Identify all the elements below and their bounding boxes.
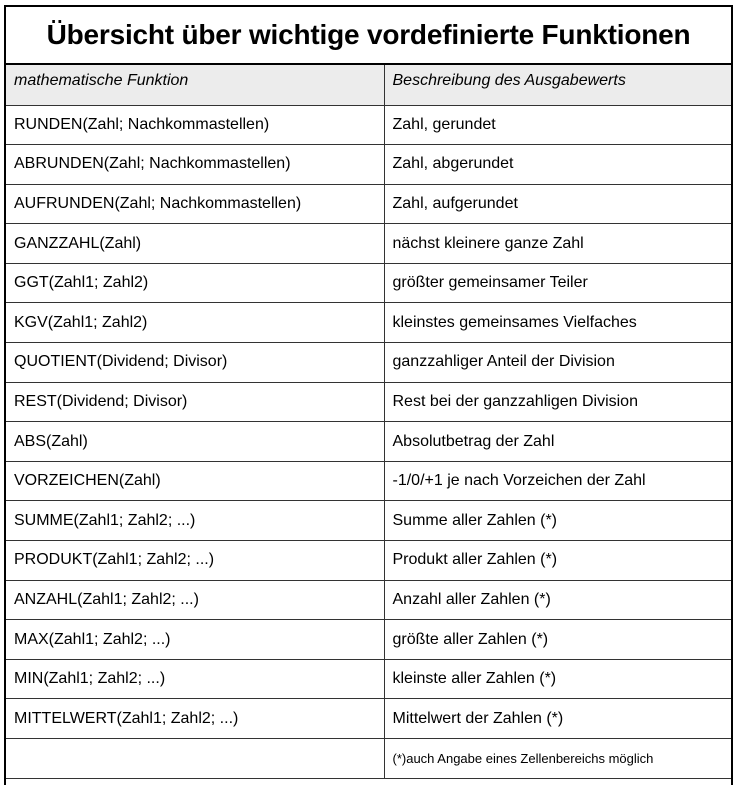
function-cell: ABS(Zahl): [6, 422, 384, 462]
function-cell: ANZAHL(Zahl1; Zahl2; ...): [6, 580, 384, 620]
function-cell: GGT(Zahl1; Zahl2): [6, 263, 384, 303]
function-cell: MIN(Zahl1; Zahl2; ...): [6, 659, 384, 699]
table-row: [6, 382, 731, 422]
description-cell: Mittelwert der Zahlen (*): [384, 699, 731, 739]
table-row: [6, 145, 731, 185]
function-cell: SUMME(Zahl1; Zahl2; ...): [6, 501, 384, 541]
table-row: [6, 541, 731, 581]
description-cell: Rest bei der ganzzahligen Division: [384, 382, 731, 422]
description-cell: kleinste aller Zahlen (*): [384, 659, 731, 699]
table-row: [6, 620, 731, 660]
description-cell: Zahl, gerundet: [384, 105, 731, 145]
function-cell: QUOTIENT(Dividend; Divisor): [6, 343, 384, 383]
function-cell: REST(Dividend; Divisor): [6, 382, 384, 422]
description-cell: -1/0/+1 je nach Vorzeichen der Zahl: [384, 461, 731, 501]
function-overview-sheet: [4, 5, 733, 785]
description-cell: Summe aller Zahlen (*): [384, 501, 731, 541]
function-cell: RUNDEN(Zahl; Nachkommastellen): [6, 105, 384, 145]
function-cell: GANZZAHL(Zahl): [6, 224, 384, 264]
description-cell: Zahl, aufgerundet: [384, 184, 731, 224]
table-row: [6, 659, 731, 699]
description-cell: Zahl, abgerundet: [384, 145, 731, 185]
table-row: [6, 501, 731, 541]
column-header-function: mathematische Funktion: [6, 65, 384, 105]
function-cell: ABRUNDEN(Zahl; Nachkommastellen): [6, 145, 384, 185]
footnote-row: [6, 739, 731, 779]
table-header-row: [6, 65, 731, 105]
description-cell: Absolutbetrag der Zahl: [384, 422, 731, 462]
table-row: [6, 303, 731, 343]
table-row: [6, 263, 731, 303]
empty-cell: [6, 739, 384, 779]
function-cell: MAX(Zahl1; Zahl2; ...): [6, 620, 384, 660]
column-header-description: Beschreibung des Ausgabewerts: [384, 65, 731, 105]
table-row: [6, 105, 731, 145]
table-row: [6, 580, 731, 620]
table-row: [6, 461, 731, 501]
function-table: [6, 65, 731, 779]
description-cell: Produkt aller Zahlen (*): [384, 541, 731, 581]
table-row: [6, 422, 731, 462]
function-cell: KGV(Zahl1; Zahl2): [6, 303, 384, 343]
description-cell: Anzahl aller Zahlen (*): [384, 580, 731, 620]
footnote: (*)auch Angabe eines Zellenbereichs möglich: [384, 739, 731, 779]
function-cell: VORZEICHEN(Zahl): [6, 461, 384, 501]
description-cell: nächst kleinere ganze Zahl: [384, 224, 731, 264]
table-row: [6, 184, 731, 224]
function-cell: PRODUKT(Zahl1; Zahl2; ...): [6, 541, 384, 581]
table-row: [6, 224, 731, 264]
table-row: [6, 343, 731, 383]
description-cell: kleinstes gemeinsames Vielfaches: [384, 303, 731, 343]
description-cell: größte aller Zahlen (*): [384, 620, 731, 660]
description-cell: ganzzahliger Anteil der Division: [384, 343, 731, 383]
function-cell: MITTELWERT(Zahl1; Zahl2; ...): [6, 699, 384, 739]
description-cell: größter gemeinsamer Teiler: [384, 263, 731, 303]
page-title: Übersicht über wichtige vordefinierte Funktionen: [6, 7, 731, 65]
function-cell: AUFRUNDEN(Zahl; Nachkommastellen): [6, 184, 384, 224]
table-row: [6, 699, 731, 739]
